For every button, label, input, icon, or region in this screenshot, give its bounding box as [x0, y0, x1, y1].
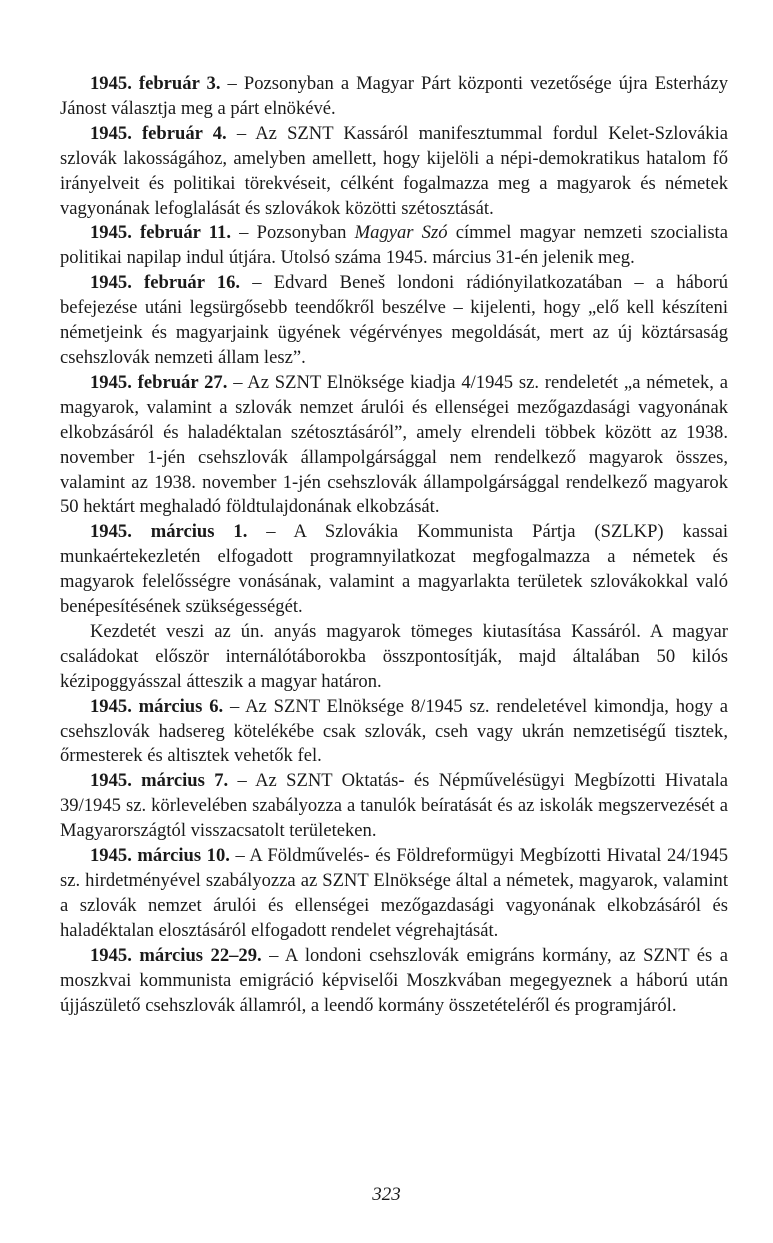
- chronology-entry: [60, 371, 728, 520]
- entry-separator: –: [237, 770, 247, 792]
- chronology-entry: [60, 844, 728, 944]
- entry-separator: –: [252, 272, 262, 294]
- entry-text: Az SZNT Kassáról manifesztummal fordul Kelet-Szlovákia szlovák lakosságához, amelyben amellett, hogy kijelöli a népi-demokratikus hatalom fő irányelveit és politikai törekvéseit, célként fogalmazza meg a magyarok és németek vagyonának lefoglalását és szlovákok közötti szétosztását.: [60, 122, 729, 219]
- entry-date: 1945. február 16.: [90, 272, 241, 294]
- entry-text: Az SZNT Elnöksége kiadja 4/1945 sz. rendeletét „a németek, a magyarok, valamint a szlovák nemzet árulói és ellenségei mezőgazdasági vagyonának elkobzásáról és haladéktalan szétosztásáról”, amely elrendeli többek között az 1938. november 1-jén csehszlovák állampolgársággal nem rendelkező magyarok összes, valamint az 1938. november 1-jén csehszlovák állampolgársággal rendelkező magyarok 50 hektárt meghaladó földtulajdonának elkobzását.: [60, 371, 728, 518]
- entry-date: 1945. február 4.: [90, 122, 227, 144]
- chronology-entry: [60, 271, 728, 371]
- entry-separator: –: [269, 944, 279, 966]
- chronology-entry: [60, 520, 728, 620]
- entry-date: 1945. március 22–29.: [90, 944, 262, 966]
- entry-date: 1945. március 10.: [90, 845, 230, 867]
- document-body: [60, 72, 728, 1018]
- entry-text: A Földművelés- és Földreformügyi Megbízotti Hivatal 24/1945 sz. hirdetményével szabályozza az SZNT Elnöksége által a németek, magyarok, valamint a szlovák nemzet árulói és ellenségei mezőgazdasági vagyonának elkobzásáról és haladéktalan elosztásáról elfogadott rendelet végrehajtását.: [60, 845, 728, 941]
- chronology-entry: [60, 620, 728, 695]
- entry-separator: –: [236, 122, 247, 144]
- entry-text: Pozsonyban a Magyar Párt központi vezetősége újra Esterházy Jánost választja meg a párt elnökévé.: [60, 73, 728, 119]
- newspaper-title: Magyar Szó: [354, 222, 448, 244]
- entry-text: címmel magyar nemzeti szocialista politikai napilap indul útjára. Utolsó száma 1945. március 31-én jelenik meg.: [60, 222, 728, 269]
- chronology-entry: [60, 944, 728, 1019]
- entry-date: 1945. február 27.: [90, 371, 228, 393]
- entry-text: Pozsonyban: [256, 222, 347, 244]
- entry-date: 1945. március 1.: [90, 521, 248, 543]
- entry-date: 1945. március 7.: [90, 770, 229, 792]
- entry-date: 1945. február 3.: [90, 73, 221, 94]
- entry-separator: –: [233, 371, 243, 393]
- chronology-entry: [60, 122, 728, 222]
- entry-text: A Szlovákia Kommunista Pártja (SZLKP) kassai munkaértekezletén elfogadott programnyilatkozat megfogalmazza a németek és magyarok felelősségre vonásának, valamint a magyarlakta területek szlovákokkal való benépesítésének szükségességét.: [60, 521, 728, 618]
- entry-separator: –: [266, 521, 276, 543]
- page-number: 323: [372, 1184, 401, 1205]
- entry-text: Kezdetét veszi az ún. anyás magyarok tömeges kiutasítása Kassáról. A magyar családokat először internálótáborokba összpontosítják, majd általában 50 kilós kézipoggyásszal átteszik a magyar határon.: [60, 620, 728, 692]
- entry-separator: –: [235, 845, 245, 867]
- chronology-entry: [60, 72, 728, 122]
- entry-text: Edvard Beneš londoni rádiónyilatkozatában – a háború befejezése utáni legsürgősebb teendőkről beszélve – kijelenti, hogy „elő kell készíteni németjeink és magyarjaink ügyének végérvényes megoldását, mert az új köztársaság csehszlovák nemzeti állam lesz”.: [60, 272, 729, 368]
- chronology-entry: [60, 695, 728, 770]
- chronology-entry: [60, 769, 728, 844]
- entry-text: Az SZNT Oktatás- és Népművelésügyi Megbízotti Hivatala 39/1945 sz. körlevelében szabályozza a tanulók beíratását és az iskolák megszervezését a Magyarországtól visszacsatolt területeken.: [60, 770, 728, 842]
- chronology-entry: [60, 221, 728, 271]
- entry-text: A londoni csehszlovák emigráns kormány, az SZNT és a moszkvai kommunista emigráció képviselői Moszkvában megegyeznek a háború után újjászülető csehszlovák államról, a leendő kormány összetételéről és programjáról.: [60, 944, 728, 1016]
- entry-separator: –: [230, 695, 240, 717]
- entry-separator: –: [239, 222, 249, 244]
- entry-text: Az SZNT Elnöksége 8/1945 sz. rendeletével kimondja, hogy a csehszlovák hadsereg kötelékébe csak szlovák, cseh vagy ukrán nemzetiségű tisztek, őrmesterek és altisztek vehetők fel.: [60, 695, 729, 767]
- entry-date: 1945. március 6.: [90, 695, 224, 717]
- entry-separator: –: [227, 73, 237, 94]
- entry-date: 1945. február 11.: [90, 222, 231, 244]
